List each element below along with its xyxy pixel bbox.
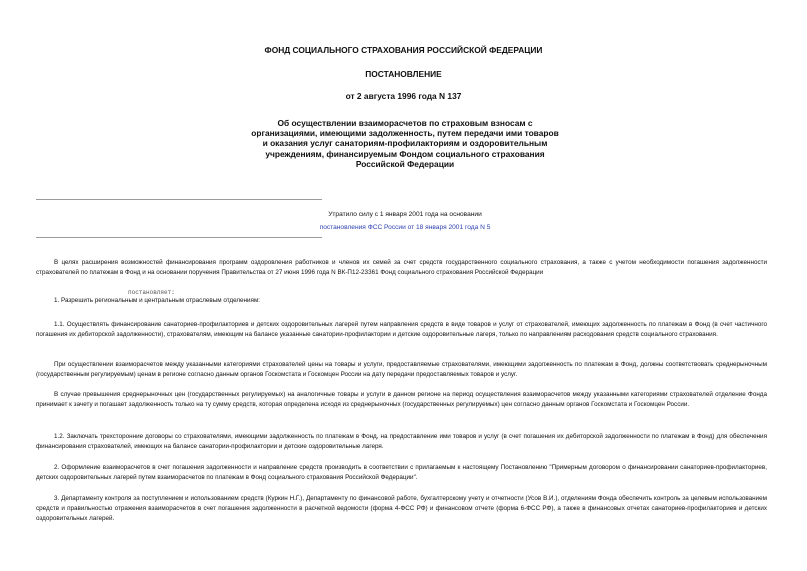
document-date-number: от 2 августа 1996 года N 137	[345, 91, 462, 101]
document-type: ПОСТАНОВЛЕНИЕ	[365, 69, 442, 79]
document-title: Об осуществлении взаиморасчетов по страховым взносам с организациями, имеющими задолженность, путем передачи ими товаров и оказания услуг санаториям-профилакториям и оздоровительным учреждениям, финансируемым Фондом социального страхования Российской Федерации	[251, 118, 559, 169]
divider-bottom	[36, 237, 322, 238]
paragraph-1-1-prices: При осуществлении взаиморасчетов между указанными категориями страхователей цены на товары и услуги, предоставляемые страхователями, имеющими задолженность по платежам в Фонд, должны соответствовать среднерыночным (государственным регулируемым) ценам в регионе согласно данным органов Госкомстата и Госкомцен России на дату передачи предоставляемых товаров и услуг.	[36, 361, 767, 378]
resolves-word: постановляет:	[128, 289, 175, 296]
status-note	[300, 209, 510, 234]
paragraph-1-1: 1.1. Осуществлять финансирование санаториев-профилакториев и детских оздоровительных лагерей путем направления средств в виде товаров и услуг от страхователей, имеющих задолженность по платежам в Фонд (в счет частичного погашения их дебиторской задолженности), страхователям, имеющим на балансе указанные санатории-профилактории и детские оздоровительные лагеря, только по направлениям расходования средств социального страхования.	[36, 321, 767, 338]
paragraph-1: 1. Разрешить региональным и центральным отраслевым отделениям:	[54, 297, 261, 304]
status-text: Утратило силу с 1 января 2001 года на основании	[328, 211, 482, 218]
paragraph-1-1-excess: В случае превышения среднерыночных цен (государственных регулируемых) на аналогичные товары и услуги в данном регионе на период осуществления взаиморасчетов между указанными категориями страхователей отделение Фонда принимает к зачету и погашает задолженность только на ту сумму средств, которая определена исходя из среднерыночных (государственных регулируемых) цен согласно данным органов Госкомстата и Госкомцен России.	[36, 391, 767, 408]
paragraph-1-2: 1.2. Заключать трехсторонние договоры со страхователями, имеющими задолженность по платежам в Фонд, на предоставление ими товаров и услуг (в счет погашения их дебиторской задолженности по платежам в Фонд) для обеспечения финансирования страхователей, имеющих на балансе санатории-профилактории и детские оздоровительные лагеря.	[36, 433, 767, 450]
divider-top	[36, 199, 322, 200]
status-link[interactable]: постановления ФСС России от 18 января 2001 года N 5	[319, 223, 491, 231]
organization-heading: ФОНД СОЦИАЛЬНОГО СТРАХОВАНИЯ РОССИЙСКОЙ ФЕДЕРАЦИИ	[264, 45, 543, 55]
preamble-paragraph: В целях расширения возможностей финансирования программ оздоровления работников и членов их семей за счет средств государственного социального страхования, а также с учетом необходимости погашения задолженности страхователей по платежам в Фонд и на основании поручения Правительства от 27 июня 1996 года N ВК-П12-23361 Фонд социального страхования Российской Федерации	[36, 259, 767, 276]
paragraph-2: 2. Оформление взаиморасчетов в счет погашения задолженности и направление средств производить в соответствии с прилагаемым к настоящему Постановлению "Примерным договором о финансировании санаториев-профилакториев, детских оздоровительных лагерей путем взаиморасчетов по платежам в Фонд социального страхования Российской Федерации".	[36, 464, 767, 481]
paragraph-3: 3. Департаменту контроля за поступлением и использованием средств (Куркин Н.Г.), Департаменту по финансовой работе, бухгалтерскому учету и отчетности (Усов В.И.), отделениям Фонда обеспечить контроль за целевым использованием средств и правильностью отражения взаиморасчетов в счет погашения задолженности в расчетной ведомости (форма 4-ФСС РФ) и финансовом отчете (форма 6-ФСС РФ), а также в финансовых отчетах санаториев-профилакториев и детских оздоровительных лагерей.	[36, 495, 767, 522]
